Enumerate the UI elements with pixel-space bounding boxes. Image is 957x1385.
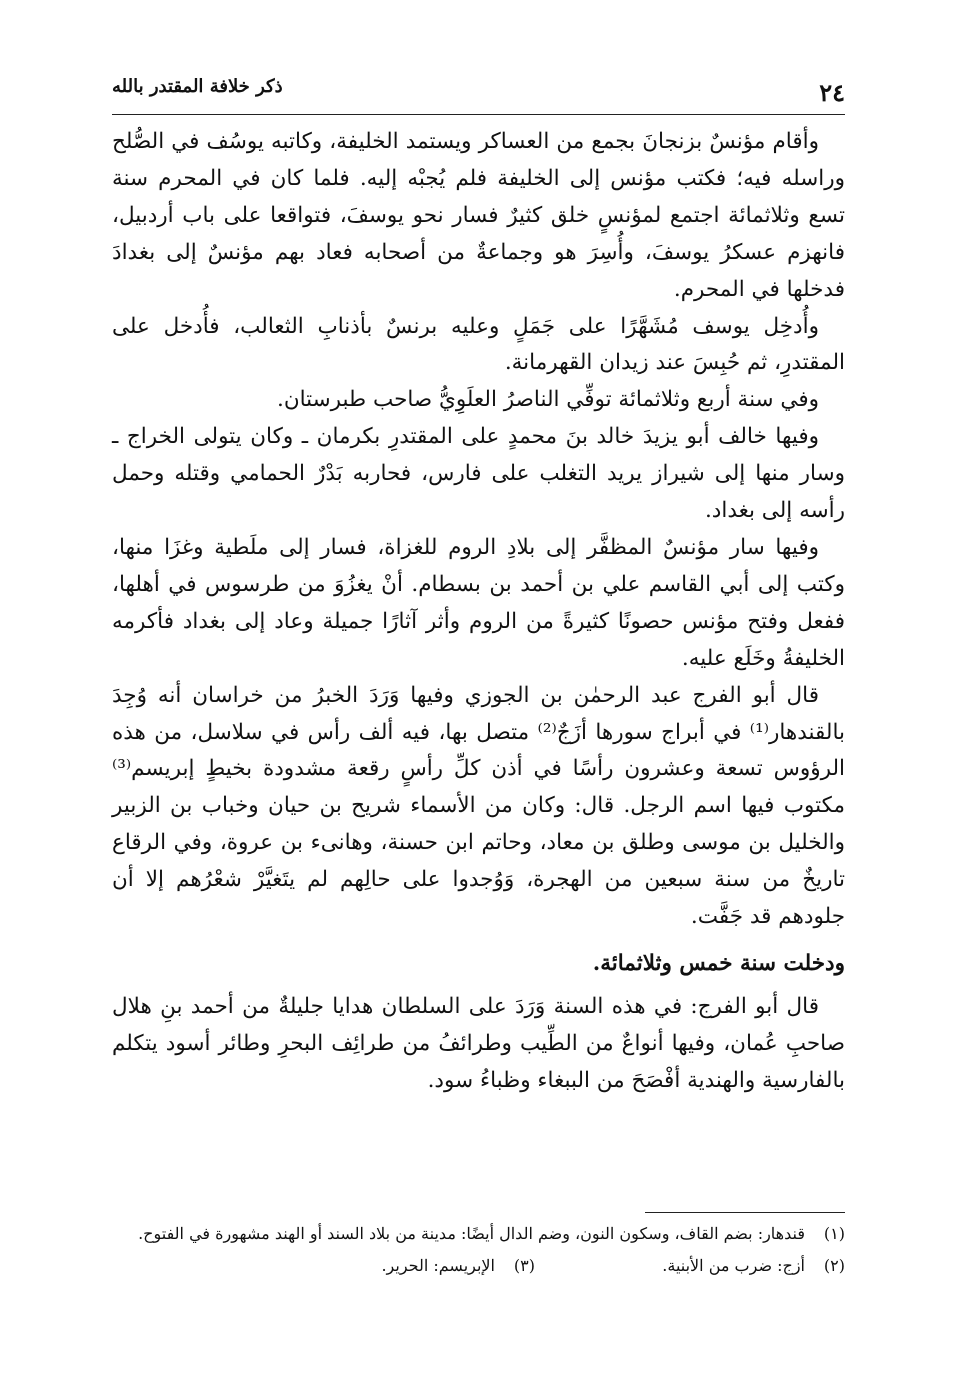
paragraph: وفي سنة أربع وثلاثمائة توفِّي الناصرُ العلَوِيُّ صاحب طبرستان. [276,387,819,413]
running-title: ذكر خلافة المقتدر بالله [112,76,283,97]
header-rule [112,114,845,115]
paragraph: وفيها سار مؤنسٌ المظفَّر إلى بلادِ الروم للغزاة، فسار إلى ملَطية وغزَا منها، وكتب إلى أبي القاسم علي بن أحمد بن بسطام. أنْ يغزُوَ من طرسوس في أهلها، ففعل وفتح مؤنس حصونًا كثيرةً من الروم وأثر آثارًا جميلة وعاد إلى بغداد فأكرمه الخليفةُ وخَلَع عليه. [112,534,845,671]
footnote-number: (٣) [513,1256,535,1275]
footnote-row [112,1250,845,1282]
footnote-text: أزج: ضرب من الأبنية. [662,1256,805,1275]
paragraph: قال أبو الفرج عبد الرحمٰن بن الجوزي وفيها وَرَدَ الخبرُ من خراسان أنه وُجِدَ بالقندهار⁽¹⁾ في أبراج سورها أزَجٌ⁽²⁾ متصل بها، فيه ألف رأس في سلاسل، من هذه الرؤوس تسعة وعشرون رأسًا في أذن كلِّ رأسٍ رقعة مشدودة بخيطٍ إبريسم⁽³⁾ مكتوب فيها اسم الرجل. قال: وكان من الأسماء شريح بن حيان وخباب بن الزبير والخليل بن موسى وطلق بن معاد، وحاتم ابن حسنة، وهانىء بن عروة، وفي الرقاع تاريخٌ من سنة سبعين من الهجرة، وَوُجدوا على حالِهم لم يتَغيَّرْ شعْرُهم إلا أن جلودهم قد جَفَّت. [112,682,845,930]
page-header [112,72,845,112]
page-number: ٢٤ [819,78,845,107]
footnote-text: الإبريسم: الحرير. [381,1256,495,1275]
paragraph: قال أبو الفرج: في هذه السنة وَرَدَ على السلطان هدايا جليلةٌ من أحمد بنِ هلال صاحبِ عُمان، وفيها أنواعٌ من الطِّيب وطرائفُ من طرائِف البحرِ وطائر أسود يتكلم بالفارسية والهندية أفْصَحَ من الببغاء وظباءُ سود. [112,993,845,1093]
paragraph: وأقام مؤنسٌ بزنجانَ بجمع من العساكر ويستمد الخليفة، وكاتبه يوسُف في الصُّلح وراسله فيه؛ فكتب مؤنس إلى الخليفة فلم يُجبْه إليه. فلما كان في المحرم سنة تسع وثلاثمائة اجتمع لمؤنسٍ خلق كثيرٌ فسار نحو يوسفَ، فتواقعا على باب أردبيل، فانهزم عسكرُ يوسفَ، وأُسِرَ هو وجماعةٌ من أصحابه فعاد بهم مؤنسٌ إلى بغدادَ فدخلها في المحرم. [112,129,845,302]
paragraph: وفيها خالف أبو يزيدَ خالد بنَ محمدٍ على المقتدرِ بكرمان ـ وكان يتولى الخراج ـ وسار منها إلى شيراز يريد التغلب على فارس، فحاربه بَدْرٌ الحمامي وقتله وحمل رأسه إلى بغداد. [112,424,845,524]
footnote [225,1250,535,1282]
footnote-rule [645,1212,845,1213]
footnote-number: (١) [823,1224,845,1243]
footnote-number: (٢) [823,1256,845,1275]
footnote-text: قندهار: بضم القاف، وسكون النون، وضم الدال أيضًا: مدينة من بلاد السند أو الهند مشهورة في الفتوح. [138,1224,805,1243]
footnote [112,1218,845,1250]
footnotes [112,1218,845,1282]
footnote [535,1250,845,1282]
section-heading: ودخلت سنة خمس وثلاثمائة. [592,950,845,976]
main-text [112,124,845,1100]
paragraph: وأُدخِل يوسف مُشَهَّرًا على جَمَلٍ وعليه برنسٌ بأذنابِ الثعالب، فأُدخل على المقتدرِ، ثم حُبِسَ عند زيدان القهرمانة. [112,313,845,376]
